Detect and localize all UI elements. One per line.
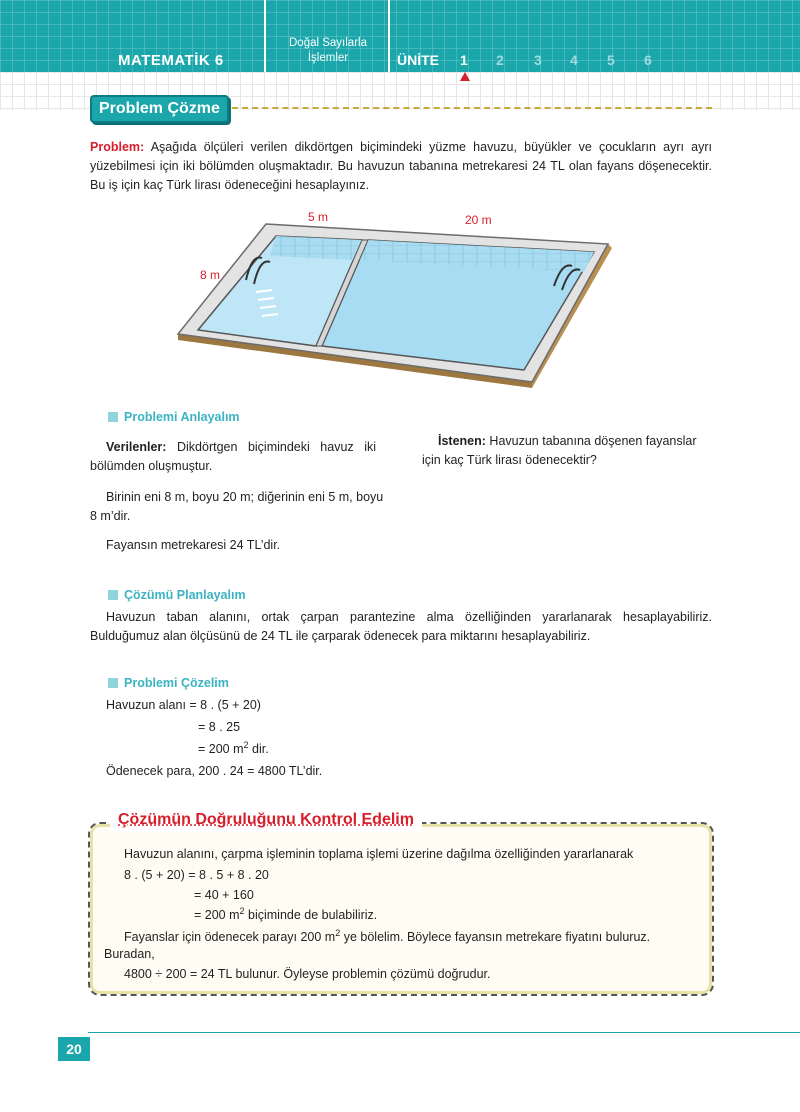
pool-illustration <box>176 222 616 390</box>
solve-heading: Problemi Çözelim <box>108 676 229 690</box>
bullet-square-icon <box>108 412 118 422</box>
bullet-square-icon <box>108 678 118 688</box>
active-unit-indicator-icon <box>460 72 470 81</box>
check-line-3: = 40 + 160 <box>194 888 254 902</box>
given-dimensions: Birinin eni 8 m, boyu 20 m; diğerinin eni 5 m, boyu 8 m’dir. <box>90 490 384 523</box>
header-divider <box>264 0 266 72</box>
given-text: Dikdörtgen biçimindeki havuz iki bölümden oluşmuştur. <box>90 440 376 473</box>
problem-keyword: Problem: <box>90 140 145 154</box>
pool-small-wall <box>270 236 362 260</box>
understand-heading: Problemi Anlayalım <box>108 410 240 424</box>
given-keyword: Verilenler: <box>106 440 167 454</box>
plan-heading: Çözümü Planlayalım <box>108 588 246 602</box>
given-block <box>90 438 376 476</box>
solution-line-2: = 8 . 25 <box>198 720 241 734</box>
dimension-label-5m: 5 m <box>308 210 329 224</box>
check-line-7: 4800 ÷ 200 = 24 TL bulunur. Öyleyse problemin çözümü doğrudur. <box>124 967 491 981</box>
given-tile-price: Fayansın metrekaresi 24 TL’dir. <box>106 538 281 552</box>
plan-text: Havuzun taban alanını, ortak çarpan parantezine alma özelliğinden yararlanarak hesaplayabiliriz. Bulduğumuz alan ölçüsünü de 24 TL ile çarparak ödenecek para miktarını hesaplayabiliriz. <box>90 610 712 643</box>
header-divider <box>388 0 390 72</box>
unit-label: ÜNİTE <box>397 52 439 68</box>
check-line-6: Buradan, <box>104 947 155 961</box>
page-number: 20 <box>58 1037 90 1061</box>
dimension-label-8m: 8 m <box>200 268 221 282</box>
check-title: Çözümün Doğruluğunu Kontrol Edelim <box>118 811 414 828</box>
problem-statement <box>90 138 712 195</box>
unit-tab-6[interactable]: 6 <box>644 52 652 68</box>
chapter-topic: Doğal Sayılarla İşlemler <box>289 37 367 64</box>
unit-tab-2[interactable]: 2 <box>496 52 504 68</box>
asked-block <box>422 432 712 470</box>
unit-tab-4[interactable]: 4 <box>570 52 578 68</box>
asked-keyword: İstenen: <box>438 434 486 448</box>
solution-line-4: Ödenecek para, 200 . 24 = 4800 TL’dir. <box>106 764 323 778</box>
check-line-1: Havuzun alanını, çarpma işleminin toplama işlemi üzerine dağılma özelliğinden yararlanarak <box>124 847 634 861</box>
asked-text: Havuzun tabanına döşenen fayanslar için kaç Türk lirası ödenecektir? <box>422 434 697 467</box>
problem-text: Aşağıda ölçüleri verilen dikdörtgen biçimindeki yüzme havuzu, büyükler ve çocukların ayrı ayrı yüzebilmesi için iki bölümden oluşmaktadır. Bu havuzun tabanına metrekaresi 24 TL olan fayans döşenecektir. Bu iş için kaç Türk lirası ödeneceğini hesaplayınız. <box>90 140 712 192</box>
solution-line-1: Havuzun alanı = 8 . (5 + 20) <box>106 698 261 712</box>
bullet-square-icon <box>108 590 118 600</box>
check-line-4: = 200 $m^2$ biçiminde de bulabiliriz. <box>194 905 378 922</box>
unit-tab-5[interactable]: 5 <box>607 52 615 68</box>
footer-rule <box>88 1032 800 1033</box>
dimension-label-20m: 20 m <box>465 213 492 227</box>
book-title: MATEMATİK 6 <box>118 52 224 69</box>
unit-tab-1[interactable]: 1 <box>460 52 468 68</box>
page-header <box>0 0 800 72</box>
unit-tab-3[interactable]: 3 <box>534 52 542 68</box>
section-title-underline <box>232 107 712 109</box>
check-line-2: 8 . (5 + 20) = 8 . 5 + 8 . 20 <box>124 868 269 882</box>
check-title-wrap <box>110 808 422 832</box>
section-title: Problem Çözme <box>90 95 229 123</box>
check-line-5: Fayanslar için ödenecek parayı 200 $m^2$ ye bölelim. Böylece fayansın metrekare fiyatını buluruz. <box>124 927 651 944</box>
solution-line-3: = 200 $m^2$ dir. <box>198 739 269 756</box>
